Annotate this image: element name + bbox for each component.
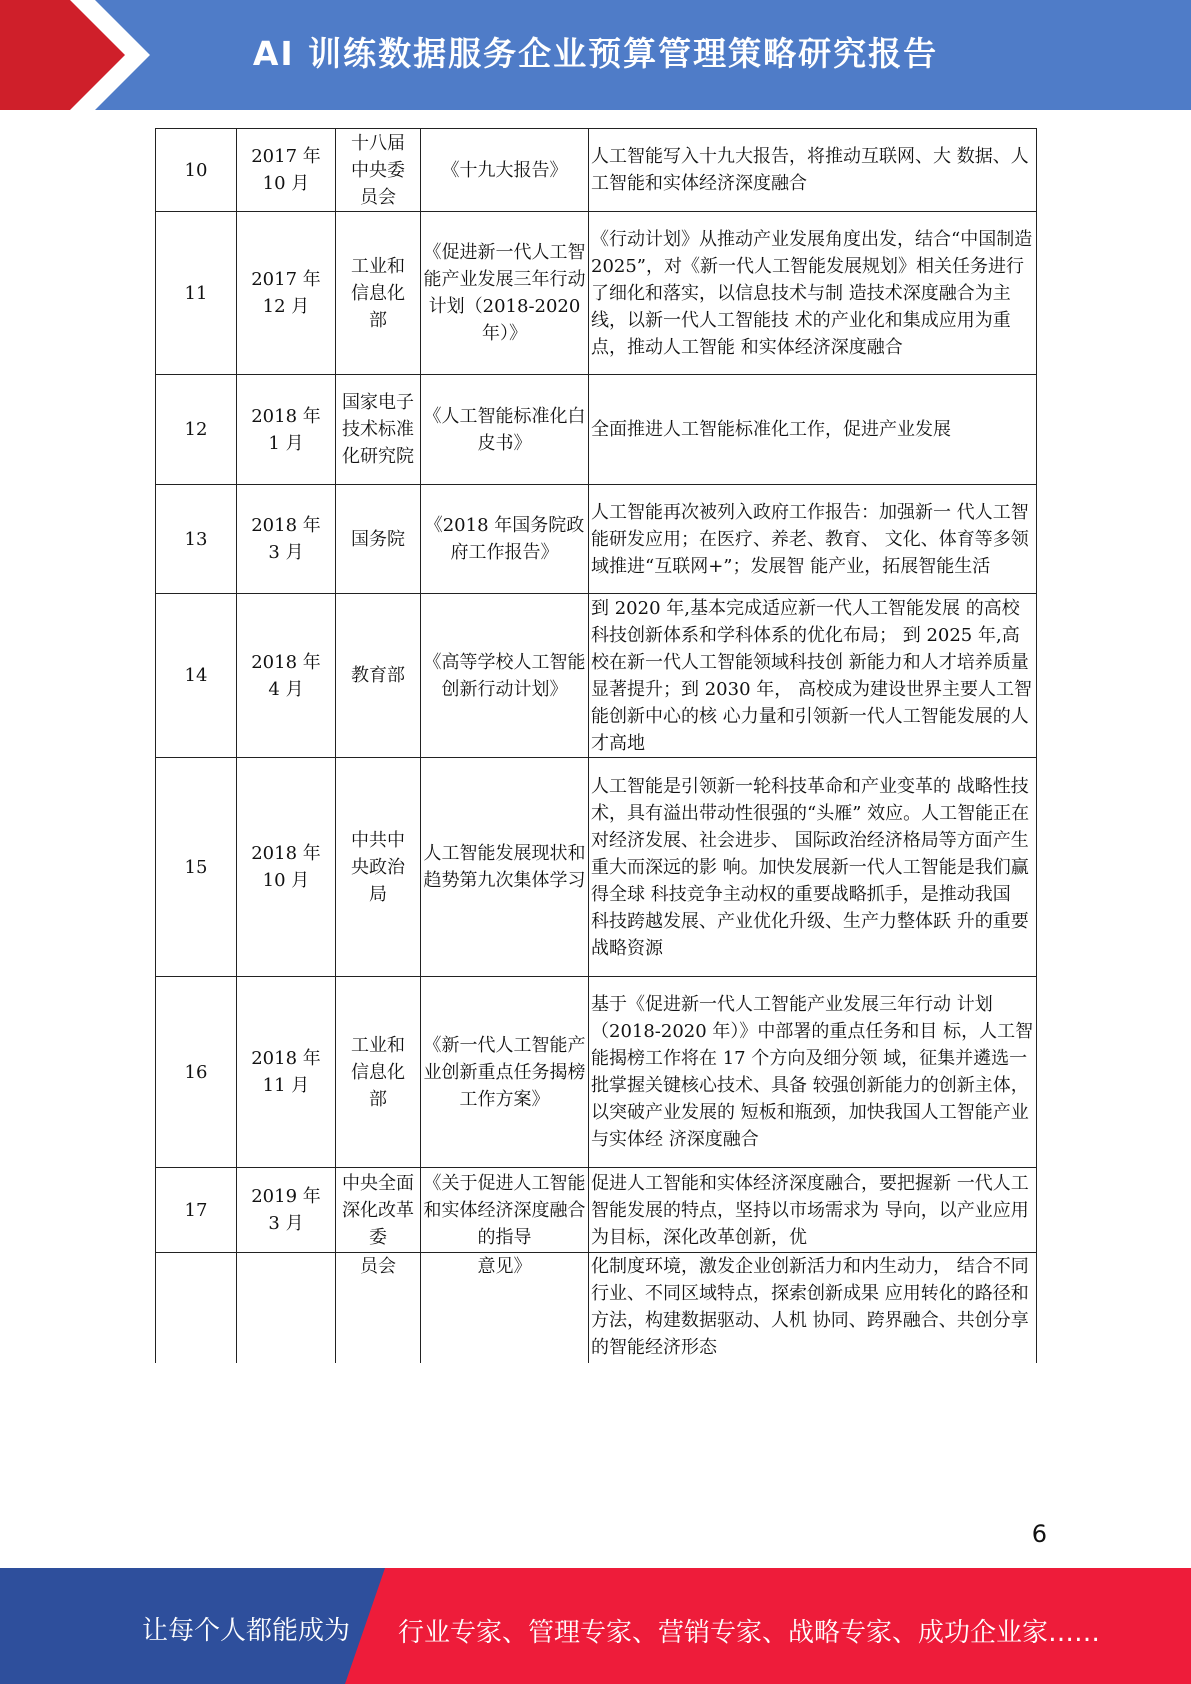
table-row [156, 758, 1037, 977]
row-number: 13 [156, 485, 237, 594]
row-date: 2018 年 11 月 [237, 977, 336, 1168]
row-document-title: 《新一代人工智能产业创新重点任务揭榜工作方案》 [421, 977, 589, 1168]
row-date [237, 1253, 336, 1363]
row-document-title: 《2018 年国务院政府工作报告》 [421, 485, 589, 594]
row-issuer: 教育部 [336, 594, 421, 758]
row-issuer: 工业和 信息化 部 [336, 212, 421, 375]
row-content: 化制度环境，激发企业创新活力和内生动力， 结合不同行业、不同区域特点，探索创新成果 应用转化的路径和方法，构建数据驱动、人机 协同、跨界融合、共创分享的智能经济形态 [589, 1253, 1037, 1363]
row-date: 2018 年 1 月 [237, 375, 336, 485]
row-number: 16 [156, 977, 237, 1168]
policy-table [155, 128, 1037, 1363]
header-arrow-decoration [0, 0, 160, 110]
row-date: 2017 年 10 月 [237, 129, 336, 212]
row-document-title: 《促进新一代人工智能产业发展三年行动计划（2018-2020年）》 [421, 212, 589, 375]
row-issuer: 中央全面深化改革委 [336, 1168, 421, 1253]
row-document-title: 《十九大报告》 [421, 129, 589, 212]
table-row [156, 1168, 1037, 1253]
row-number [156, 1253, 237, 1363]
page-number: 6 [1031, 1520, 1047, 1548]
table-row [156, 977, 1037, 1168]
row-content: 人工智能是引领新一轮科技革命和产业变革的 战略性技术，具有溢出带动性很强的“头雁” 效应。人工智能正在对经济发展、社会进步、 国际政治经济格局等方面产生重大而深远的影 响。加快发展新一代人工智能是我们赢得全球 科技竞争主动权的重要战略抓手，是推动我国 科技跨越发展、产业优化升级、生产力整体跃 升的重要战略资源 [589, 758, 1037, 977]
footer-slogan-right: 行业专家、管理专家、营销专家、战略专家、成功企业家…… [398, 1618, 1101, 1648]
row-issuer: 中共中 央政治 局 [336, 758, 421, 977]
row-content: 人工智能写入十九大报告，将推动互联网、大 数据、人工智能和实体经济深度融合 [589, 129, 1037, 212]
row-number: 12 [156, 375, 237, 485]
row-document-title: 意见》 [421, 1253, 589, 1363]
table-row [156, 485, 1037, 594]
row-document-title: 《人工智能标准化白皮书》 [421, 375, 589, 485]
row-document-title: 《关于促进人工智能和实体经济深度融合的指导 [421, 1168, 589, 1253]
row-number: 14 [156, 594, 237, 758]
row-issuer: 员会 [336, 1253, 421, 1363]
row-number: 15 [156, 758, 237, 977]
row-document-title: 人工智能发展现状和趋势第九次集体学习 [421, 758, 589, 977]
footer-slogan-left: 让每个人都能成为 [142, 1616, 351, 1646]
row-date: 2018 年 4 月 [237, 594, 336, 758]
table-row [156, 1253, 1037, 1363]
row-content: 基于《促进新一代人工智能产业发展三年行动 计划（2018-2020 年）》中部署的重点任务和目 标，人工智能揭榜工作将在 17 个方向及细分领 域，征集并遴选一批掌握关键核心技术、具备 较强创新能力的创新主体，以突破产业发展的 短板和瓶颈，加快我国人工智能产业与实体经 济深度融合 [589, 977, 1037, 1168]
row-issuer: 十八届 中央委 员会 [336, 129, 421, 212]
row-content: 到 2020 年,基本完成适应新一代人工智能发展 的高校科技创新体系和学科体系的优化布局； 到 2025 年,高校在新一代人工智能领域科技创 新能力和人才培养质量显著提升；到 2030 年， 高校成为建设世界主要人工智能创新中心的核 心力量和引领新一代人工智能发展的人才高地 [589, 594, 1037, 758]
row-content: 人工智能再次被列入政府工作报告：加强新一 代人工智能研发应用；在医疗、养老、教育、 文化、体育等多领域推进“互联网+”；发展智 能产业，拓展智能生活 [589, 485, 1037, 594]
row-number: 17 [156, 1168, 237, 1253]
table-row [156, 212, 1037, 375]
row-date: 2018 年 10 月 [237, 758, 336, 977]
row-date: 2017 年 12 月 [237, 212, 336, 375]
row-issuer: 国务院 [336, 485, 421, 594]
row-date: 2019 年 3 月 [237, 1168, 336, 1253]
page-header [0, 0, 1191, 110]
row-issuer: 国家电子技术标准化研究院 [336, 375, 421, 485]
table-row [156, 375, 1037, 485]
row-number: 11 [156, 212, 237, 375]
row-issuer: 工业和 信息化 部 [336, 977, 421, 1168]
page-footer [0, 1568, 1191, 1684]
table-row [156, 594, 1037, 758]
report-title: AI 训练数据服务企业预算管理策略研究报告 [252, 34, 939, 73]
row-document-title: 《高等学校人工智能创新行动计划》 [421, 594, 589, 758]
row-date: 2018 年 3 月 [237, 485, 336, 594]
row-content: 《行动计划》从推动产业发展角度出发，结合“中国制造 2025”，对《新一代人工智能发展规划》相关任务进行了细化和落实，以信息技术与制 造技术深度融合为主线，以新一代人工智能技 术的产业化和集成应用为重点，推动人工智能 和实体经济深度融合 [589, 212, 1037, 375]
row-number: 10 [156, 129, 237, 212]
table-row [156, 129, 1037, 212]
row-content: 全面推进人工智能标准化工作，促进产业发展 [589, 375, 1037, 485]
row-content: 促进人工智能和实体经济深度融合，要把握新 一代人工智能发展的特点，坚持以市场需求为 导向，以产业应用为目标，深化改革创新，优 [589, 1168, 1037, 1253]
